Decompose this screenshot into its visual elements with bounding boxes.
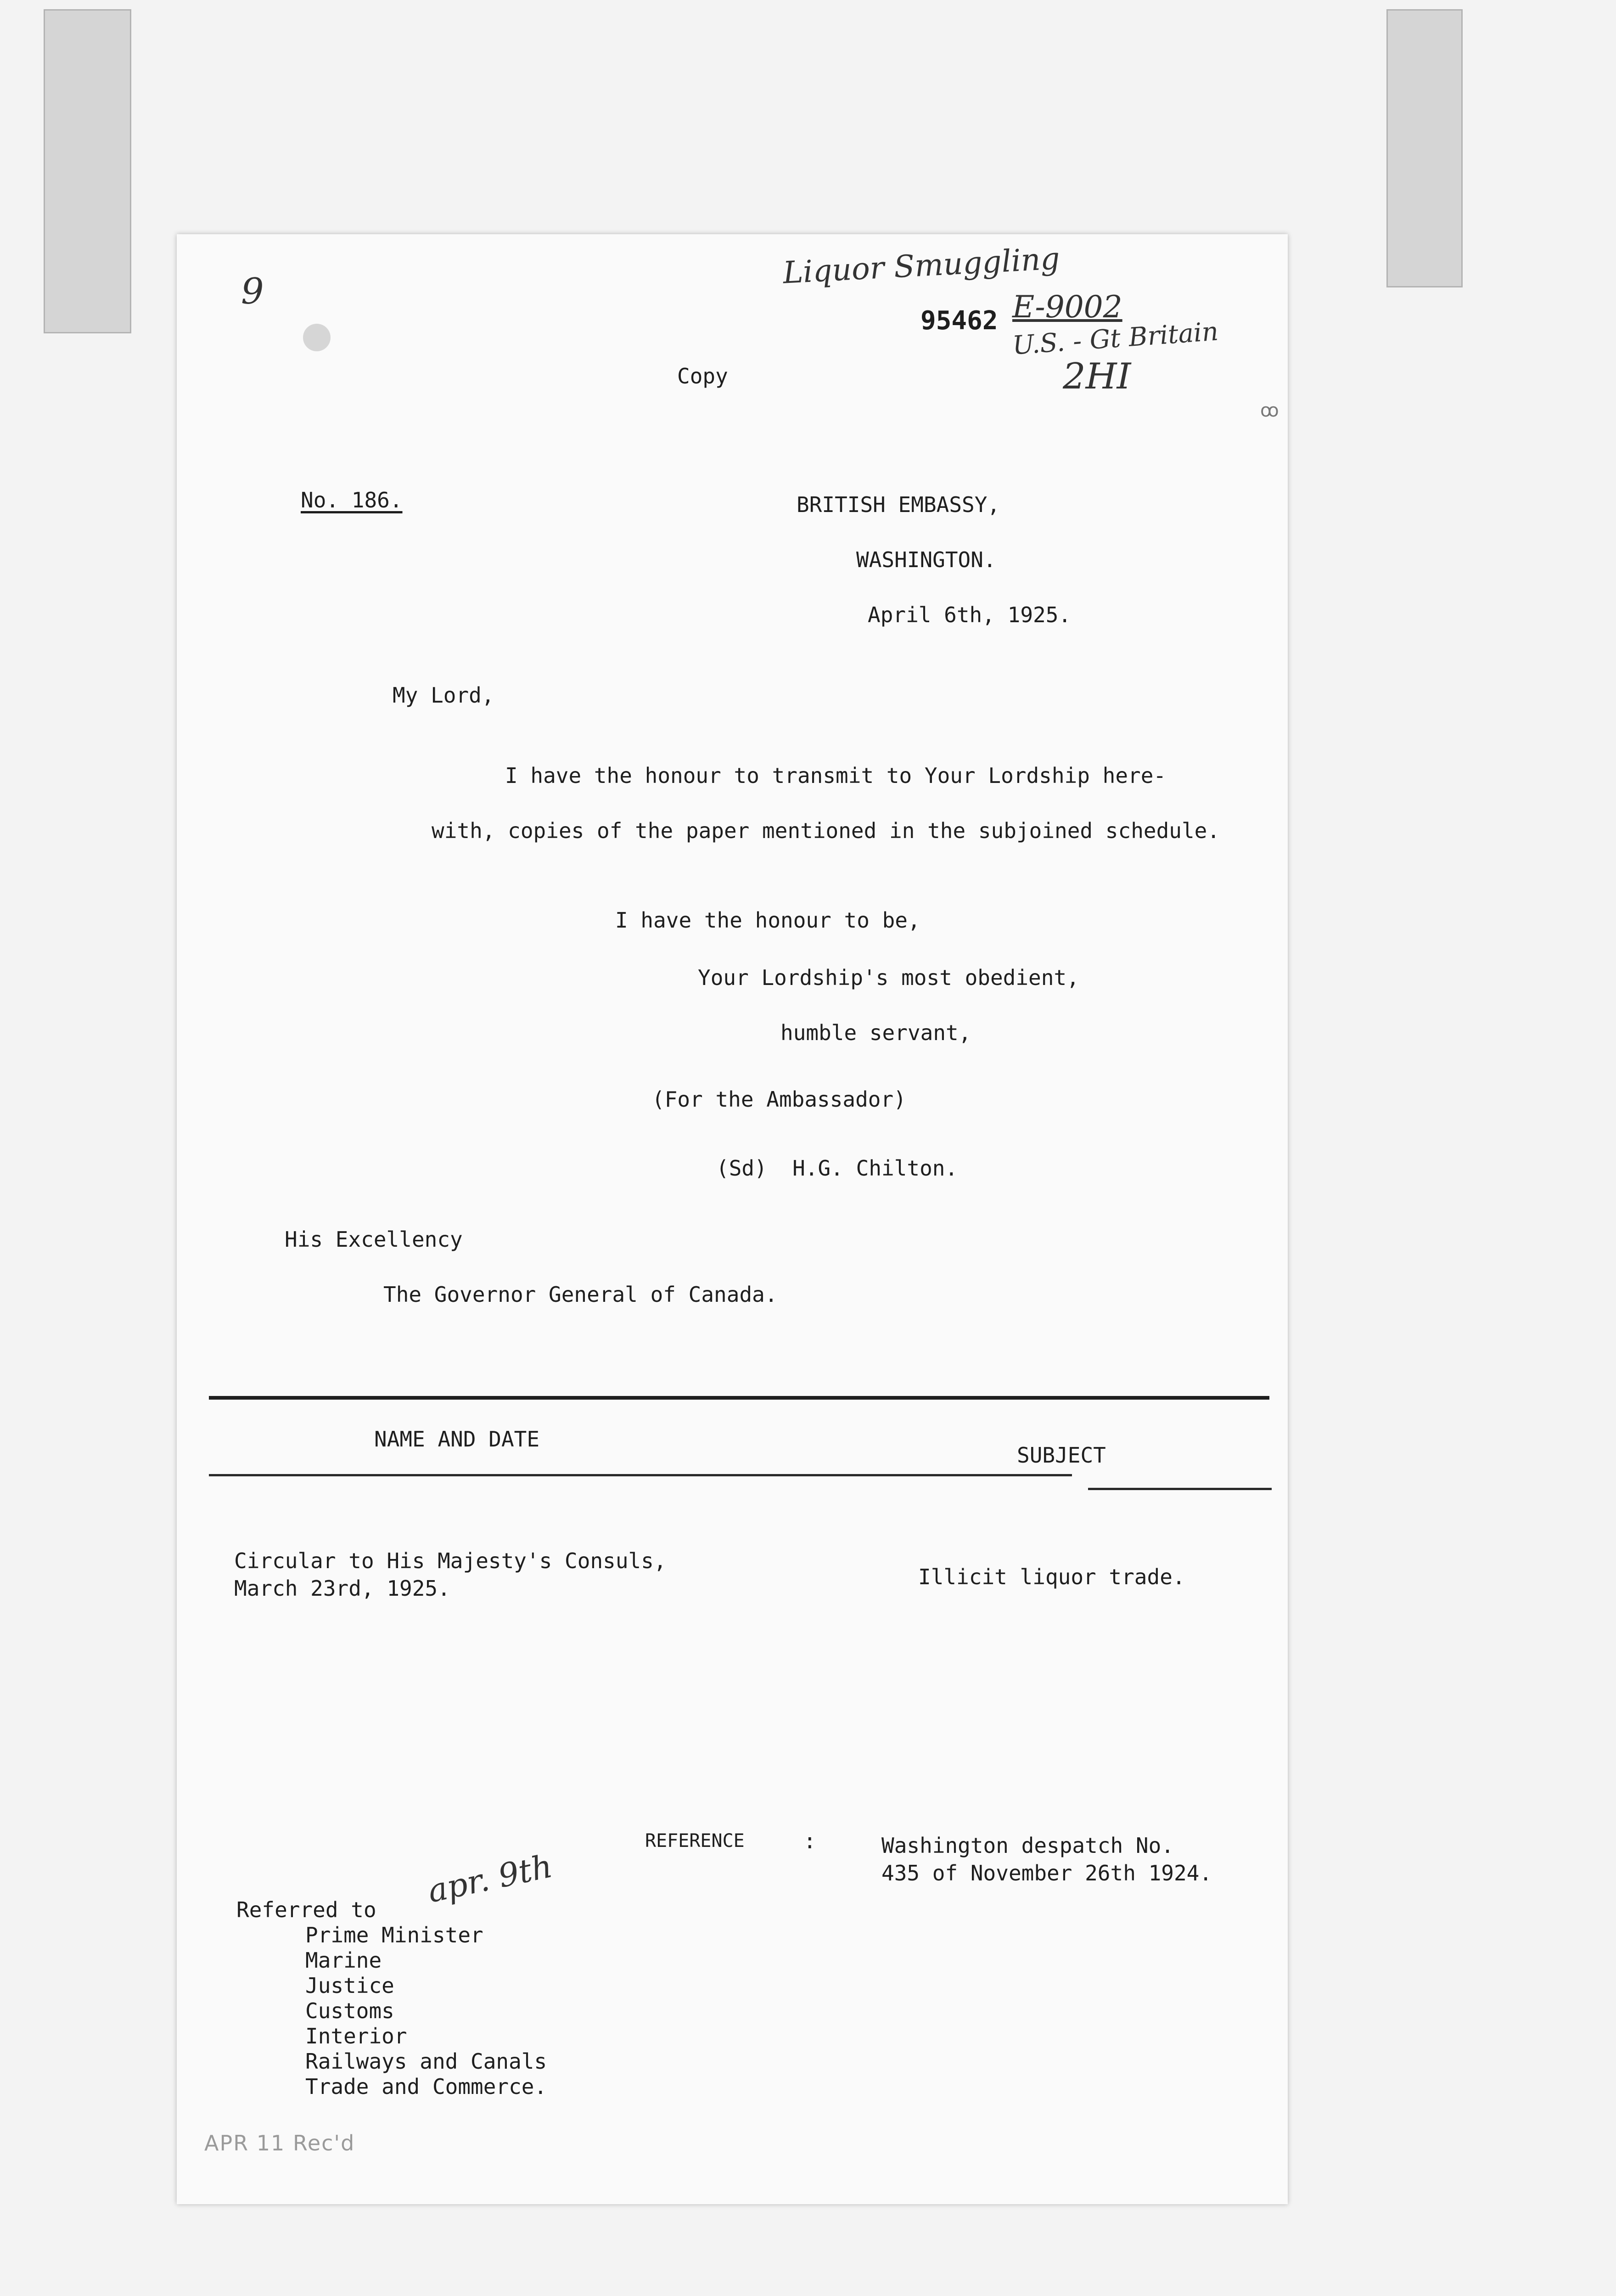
referral-department: Railways and Canals: [305, 2049, 547, 2074]
referral-department: Customs: [305, 1998, 394, 2023]
handwritten-left-mark: 9: [241, 271, 264, 312]
reference-label: REFERENCE: [645, 1830, 745, 1851]
schedule-header-rule: [209, 1474, 1072, 1476]
handwritten-code-2: U.S. - Gt Britain: [1011, 316, 1220, 361]
schedule-header-subject: SUBJECT: [1017, 1443, 1106, 1468]
schedule-header-name: NAME AND DATE: [374, 1427, 540, 1452]
body-line-1: I have the honour to transmit to Your Lordship here-: [505, 763, 1167, 788]
sender-line-2: WASHINGTON.: [856, 547, 996, 572]
corner-mark: ꝏ: [1260, 400, 1279, 421]
closing-line-3: humble servant,: [780, 1020, 971, 1045]
referral-department: Trade and Commerce.: [305, 2074, 547, 2099]
handwritten-referred-date: apr. 9th: [424, 1847, 556, 1910]
handwritten-top-note: Liquor Smuggling: [782, 241, 1061, 291]
schedule-subject-rule: [1088, 1488, 1272, 1490]
body-line-2: with, copies of the paper mentioned in the subjoined schedule.: [432, 818, 1220, 843]
referral-department: Justice: [305, 1973, 394, 1998]
copy-label: Copy: [677, 364, 728, 388]
tape-strip-top-right: [1386, 9, 1463, 287]
schedule-item-name-line-2: March 23rd, 1925.: [234, 1576, 450, 1601]
reference-line-2: 435 of November 26th 1924.: [881, 1861, 1212, 1885]
letter-date: April 6th, 1925.: [868, 602, 1072, 627]
referral-department: Interior: [305, 2024, 407, 2048]
despatch-number: No. 186.: [301, 488, 403, 512]
recipient-line-2: The Governor General of Canada.: [383, 1282, 778, 1307]
received-stamp: APR 11 Rec'd: [204, 2131, 355, 2155]
schedule-item-subject: Illicit liquor trade.: [918, 1564, 1185, 1589]
closing-line-1: I have the honour to be,: [615, 908, 920, 933]
punch-mark: [303, 324, 331, 351]
referral-department: Marine: [305, 1948, 382, 1973]
salutation: My Lord,: [393, 683, 494, 708]
recipient-line-1: His Excellency: [285, 1227, 463, 1252]
handwritten-code: E-9002: [1012, 289, 1122, 325]
closing-line-2: Your Lordship's most obedient,: [698, 965, 1079, 990]
signature: (Sd) H.G. Chilton.: [716, 1156, 958, 1181]
tape-strip-top-left: [44, 9, 131, 333]
letter-sheet: [177, 234, 1288, 2204]
reference-line-1: Washington despatch No.: [881, 1833, 1174, 1858]
sender-line-1: BRITISH EMBASSY,: [797, 492, 1000, 517]
handwritten-code-3: 2HI: [1063, 356, 1131, 397]
schedule-item-name-line-1: Circular to His Majesty's Consuls,: [234, 1548, 667, 1573]
for-ambassador: (For the Ambassador): [652, 1087, 906, 1112]
schedule-top-rule: [209, 1396, 1269, 1400]
referral-department: Prime Minister: [305, 1923, 483, 1947]
reference-colon: :: [803, 1829, 816, 1853]
referral-label: Referred to: [236, 1897, 376, 1922]
file-number: 95462: [920, 306, 998, 336]
